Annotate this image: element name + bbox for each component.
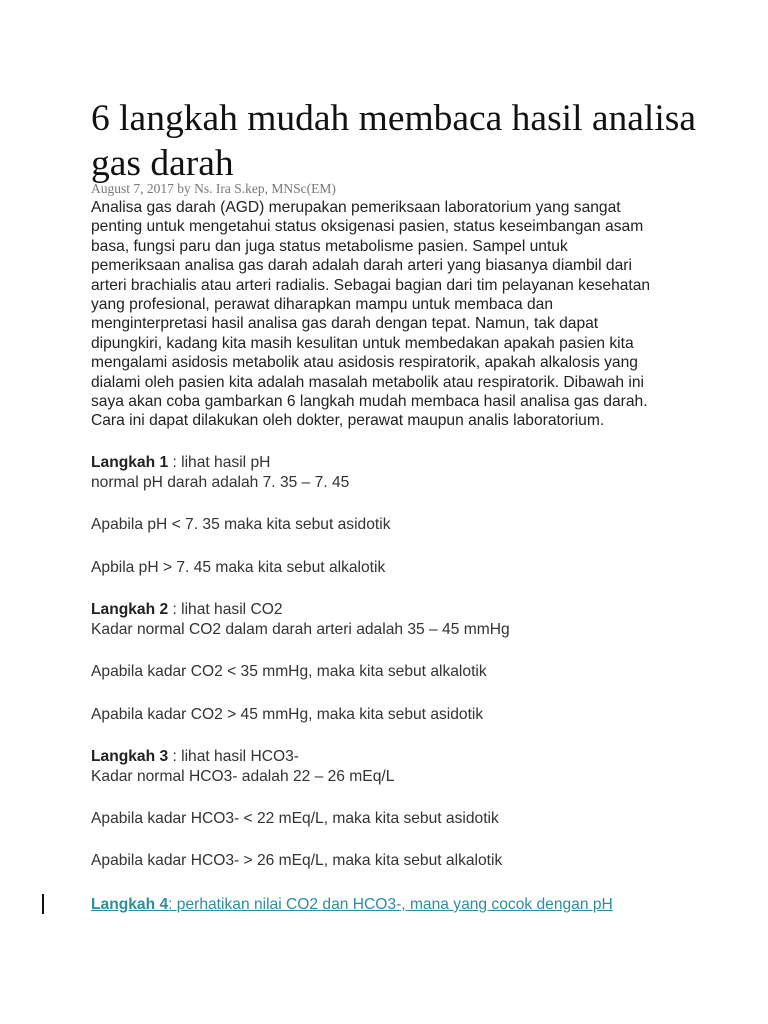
intro-line: penting untuk mengetahui status oksigenasi pasien, status keseimbangan asam bbox=[91, 218, 644, 236]
step2-normal: Kadar normal CO2 dalam darah arteri adalah 35 – 45 mmHg bbox=[91, 621, 510, 638]
text-cursor bbox=[42, 894, 44, 914]
step1-heading bbox=[91, 453, 270, 473]
step1-normal: normal pH darah adalah 7. 35 – 7. 45 bbox=[91, 474, 350, 491]
step1-low: Apabila pH < 7. 35 maka kita sebut asidotik bbox=[91, 516, 391, 533]
step1-label: Langkah 1 bbox=[91, 454, 169, 471]
intro-line: Analisa gas darah (AGD) merupakan pemeriksaan laboratorium yang sangat bbox=[91, 199, 621, 216]
step2-low: Apabila kadar CO2 < 35 mmHg, maka kita sebut alkalotik bbox=[91, 663, 487, 680]
step3-high: Apabila kadar HCO3- > 26 mEq/L, maka kita sebut alkalotik bbox=[91, 852, 503, 869]
step3-low: Apabila kadar HCO3- < 22 mEq/L, maka kita sebut asidotik bbox=[91, 810, 499, 827]
step4-link[interactable] bbox=[91, 896, 613, 913]
step3-text: : lihat hasil HCO3- bbox=[168, 748, 299, 765]
step2-high: Apabila kadar CO2 > 45 mmHg, maka kita sebut asidotik bbox=[91, 706, 484, 723]
post-date[interactable]: August 7, 2017 bbox=[91, 181, 174, 196]
article-byline bbox=[91, 180, 336, 198]
step2-heading bbox=[91, 600, 283, 620]
intro-line: mengalami asidosis metabolik atau asidosis respiratorik, apakah alkalosis yang bbox=[91, 354, 638, 372]
step3-heading bbox=[91, 747, 299, 767]
step3-normal: Kadar normal HCO3- adalah 22 – 26 mEq/L bbox=[91, 768, 395, 785]
byline-by: by bbox=[177, 181, 191, 196]
step1-text: : lihat hasil pH bbox=[168, 454, 271, 471]
step2-label: Langkah 2 bbox=[91, 601, 169, 618]
intro-line: Cara ini dapat dilakukan oleh dokter, perawat maupun analis laboratorium. bbox=[91, 412, 605, 430]
step4-heading bbox=[91, 895, 613, 915]
intro-line: dialami oleh pasien kita adalah masalah metabolik atau respiratorik. Dibawah ini bbox=[91, 373, 645, 391]
step3-label: Langkah 3 bbox=[91, 748, 169, 765]
intro-line: menginterpretasi hasil analisa gas darah dengan tepat. Namun, tak dapat bbox=[91, 315, 599, 333]
step1-high: Apbila pH > 7. 45 maka kita sebut alkalotik bbox=[91, 559, 386, 576]
intro-line: pemeriksaan analisa gas darah adalah darah arteri yang biasanya diambil dari bbox=[91, 257, 632, 275]
intro-line: dipungkiri, kadang kita masih kesulitan untuk membedakan apakah pasien kita bbox=[91, 334, 634, 352]
step2-text: : lihat hasil CO2 bbox=[168, 601, 283, 618]
author-name[interactable]: Ns. Ira S.kep, MNSc(EM) bbox=[194, 181, 336, 196]
intro-line: yang profesional, perawat diharapkan mampu untuk membaca dan bbox=[91, 296, 554, 314]
intro-line: saya akan coba gambarkan 6 langkah mudah membaca hasil analisa gas darah. bbox=[91, 393, 648, 411]
step4-text: : perhatikan nilai CO2 dan HCO3-, mana yang cocok dengan pH bbox=[168, 896, 613, 913]
intro-line: basa, fungsi paru dan juga status metabolisme pasien. Sampel untuk bbox=[91, 237, 568, 255]
intro-paragraph bbox=[91, 198, 691, 431]
article-title: 6 langkah mudah membaca hasil analisa gas darah bbox=[91, 98, 696, 184]
step4-label: Langkah 4 bbox=[91, 896, 169, 913]
intro-line: arteri brachialis atau arteri radialis. Sebagai bagian dari tim pelayanan kesehatan bbox=[91, 276, 651, 294]
